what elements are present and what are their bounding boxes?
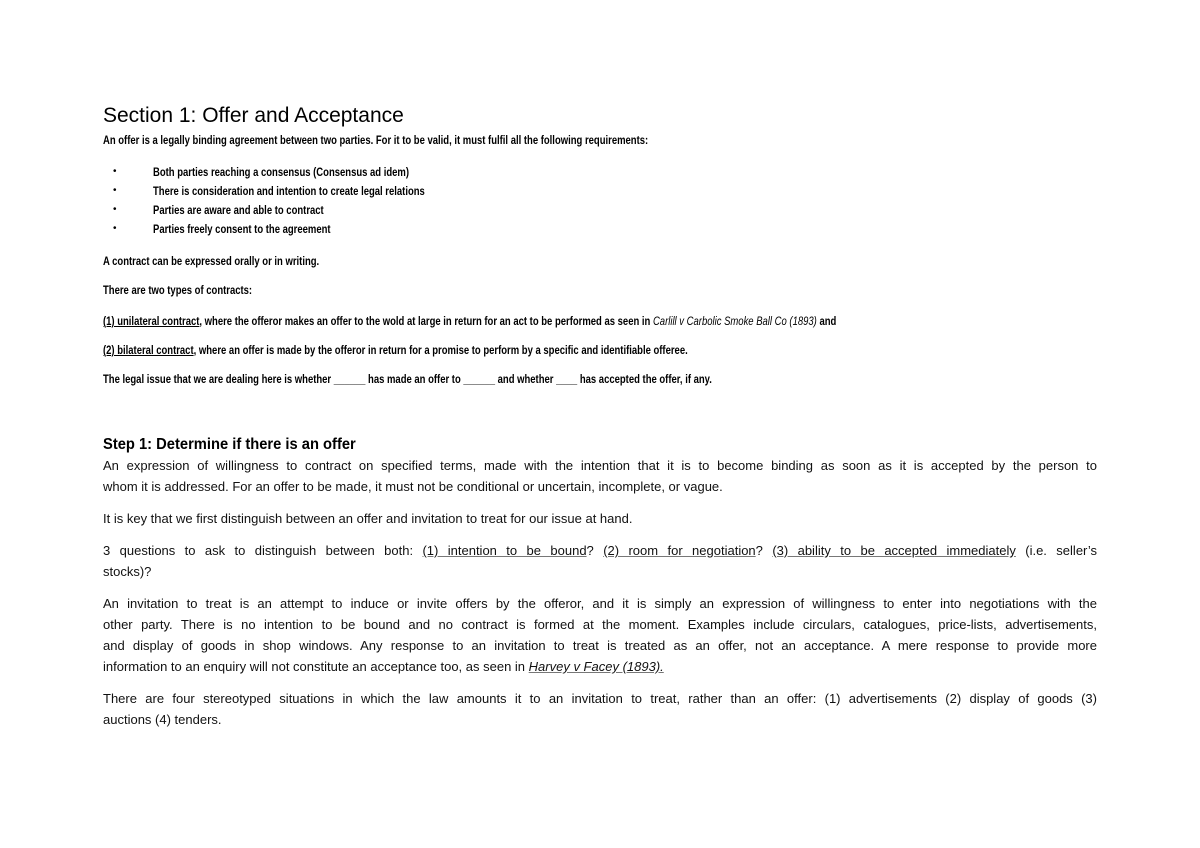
list-item: Both parties reaching a consensus (Consensus ad idem) [153, 165, 410, 179]
questions-line-2: stocks)? [103, 564, 152, 579]
section-title: Section 1: Offer and Acceptance [103, 104, 404, 127]
p4-line: information to an enquiry will not constitute an acceptance too, as seen in [103, 659, 529, 674]
list-item: Parties freely consent to the agreement [153, 222, 331, 236]
question-separator: ? [586, 543, 604, 558]
unilateral-tail: and [816, 314, 837, 328]
question-1: (1) intention to be bound [422, 543, 587, 558]
bullet-icon: • [113, 223, 117, 234]
legal-issue-text: The legal issue that we are dealing here is whether ______ has made an offer to ______ and whether ____ has accepted the offer, if any. [103, 372, 712, 386]
question-separator: ? [755, 543, 773, 558]
p1-line: whom it is addressed. For an offer to be made, it must not be conditional or uncertain, incomplete, or vague. [103, 479, 723, 494]
p5-line: auctions (4) tenders. [103, 712, 222, 727]
question-2: (2) room for negotiation [603, 543, 756, 558]
p4-line: An invitation to treat is an attempt to induce or invite offers by the offeror, and it is simply an expression of willingness to enter into negotiations with the [103, 596, 1097, 611]
list-item: There is consideration and intention to create legal relations [153, 184, 425, 198]
unilateral-text: , where the offeror makes an offer to the wold at large in return for an act to be performed as seen in [199, 314, 653, 328]
case-citation: Harvey v Facey (1893). [528, 659, 664, 674]
bullet-icon: • [113, 204, 117, 215]
bilateral-paragraph [103, 343, 688, 357]
questions-line [103, 543, 1097, 559]
p4-line: other party. There is no intention to be bound and no contract is formed at the moment. Examples include circulars, catalogues, price-lists, advertisements, [103, 617, 1097, 632]
intro-text: An offer is a legally binding agreement between two parties. For it to be valid, it must fulfil all the following requirements: [103, 133, 649, 147]
two-types-text: There are two types of contracts: [103, 283, 253, 297]
bilateral-text: , where an offer is made by the offeror in return for a promise to perform by a specific and identifiable offeree. [193, 343, 688, 357]
unilateral-paragraph [103, 314, 836, 328]
questions-lead: 3 questions to ask to distinguish between both: [103, 543, 423, 558]
list-item: Parties are aware and able to contract [153, 203, 324, 217]
bullet-icon: • [113, 185, 117, 196]
bilateral-label: (2) bilateral contract [103, 343, 194, 357]
expressed-text: A contract can be expressed orally or in writing. [103, 254, 320, 268]
step1-heading: Step 1: Determine if there is an offer [103, 436, 356, 453]
p5-line: There are four stereotyped situations in which the law amounts it to an invitation to treat, rather than an offer: (1) advertisements (2) display of goods (3) [103, 691, 1097, 706]
case-citation: Carlill v Carbolic Smoke Ball Co (1893) [652, 314, 817, 328]
p4-line: and display of goods in shop windows. Any response to an invitation to treat is treated as an offer, not an acceptance. A mere response to provide more [103, 638, 1097, 653]
unilateral-label: (1) unilateral contract [103, 314, 200, 328]
p4-last-line [103, 659, 1097, 675]
p1-line: An expression of willingness to contract on specified terms, made with the intention that it is to become binding as soon as it is accepted by the person to [103, 458, 1097, 473]
bullet-icon: • [113, 166, 117, 177]
questions-tail: (i.e. seller’s [1015, 543, 1098, 558]
p2-text: It is key that we first distinguish between an offer and invitation to treat for our issue at hand. [103, 511, 633, 526]
question-3: (3) ability to be accepted immediately [772, 543, 1016, 558]
